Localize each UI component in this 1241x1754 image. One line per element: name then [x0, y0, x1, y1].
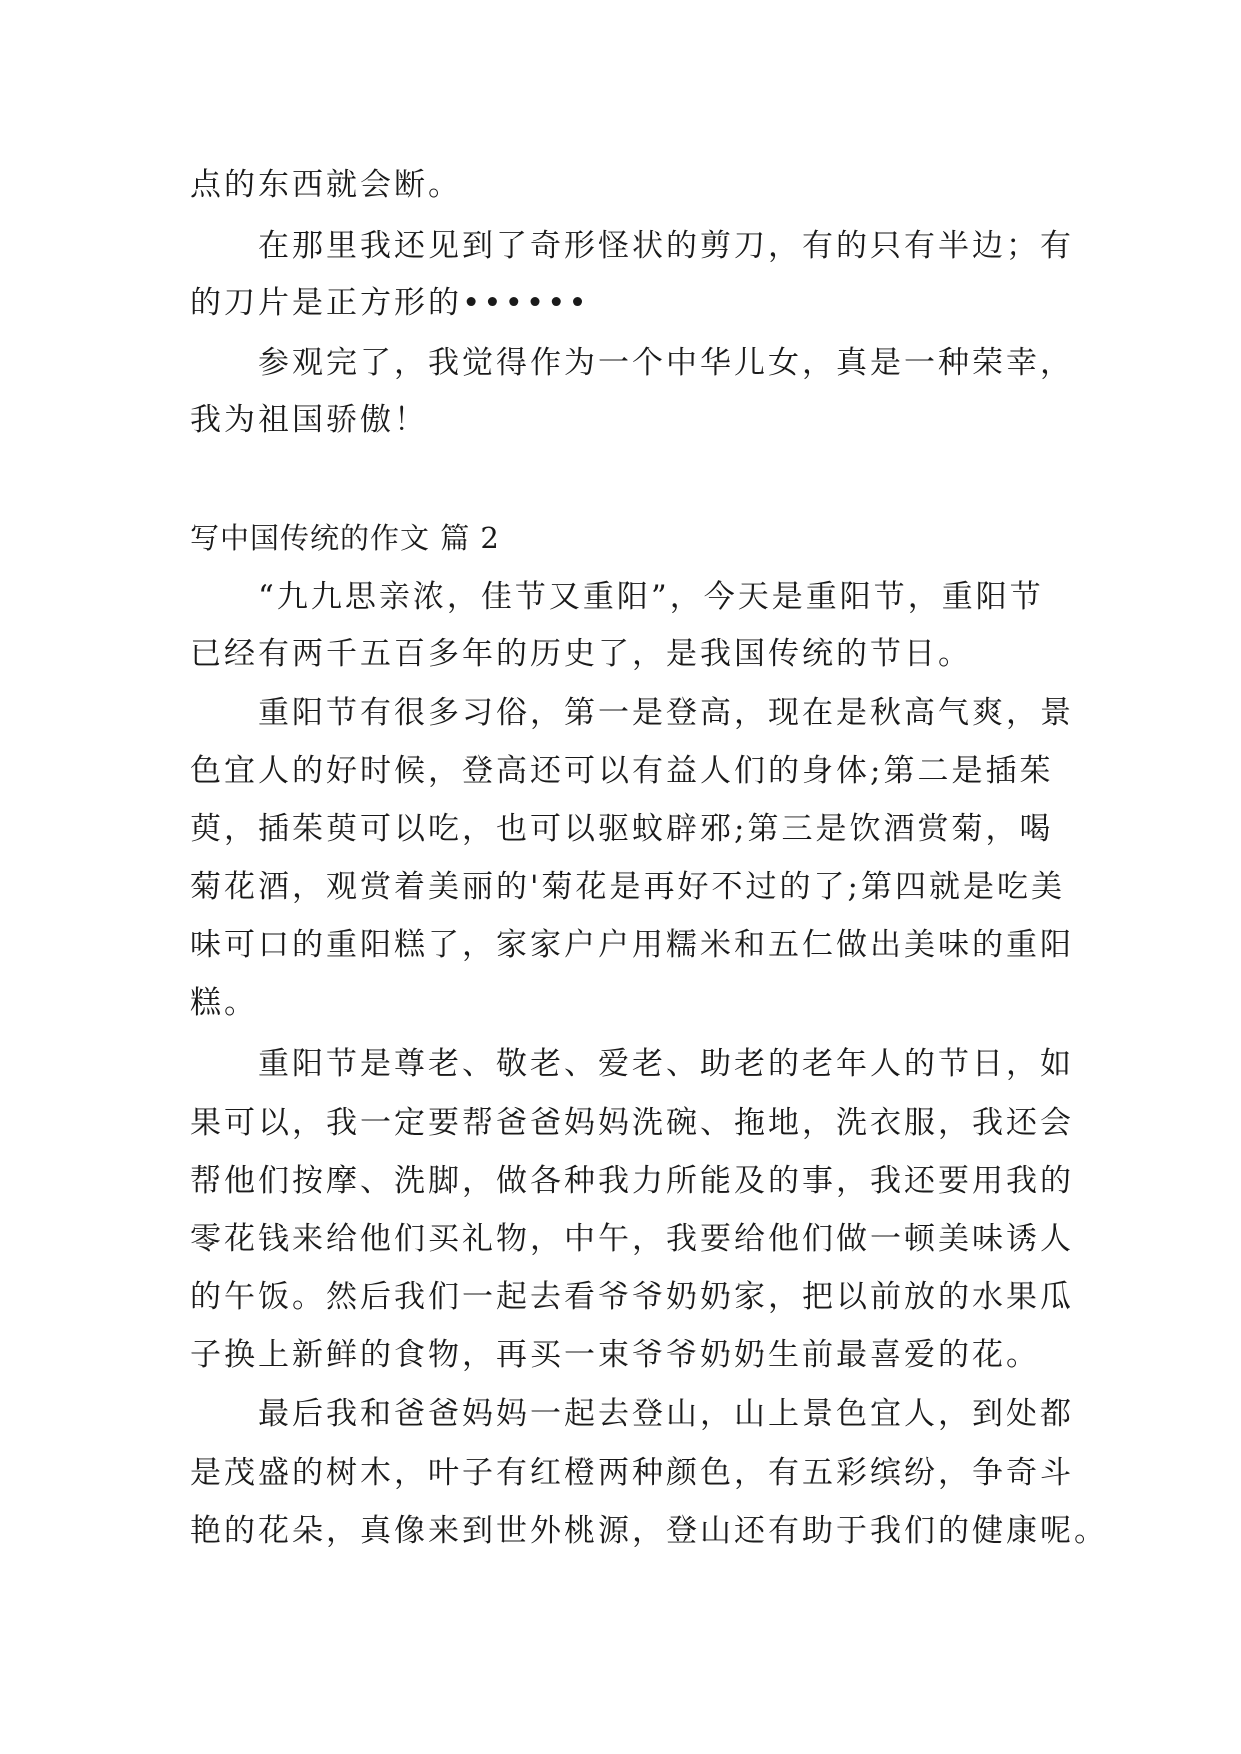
text-line: 在那里我还见到了奇形怪状的剪刀，有的只有半边；有	[258, 228, 1074, 264]
text-line: 果可以，我一定要帮爸爸妈妈洗碗、拖地，洗衣服，我还会	[190, 1105, 1074, 1141]
text-line: 点的东西就会断。	[190, 167, 462, 203]
text-line: 是茂盛的树木，叶子有红橙两种颜色，有五彩缤纷，争奇斗	[190, 1455, 1074, 1491]
text-line: 味可口的重阳糕了，家家户户用糯米和五仁做出美味的重阳	[190, 927, 1074, 963]
text-line: 子换上新鲜的食物，再买一束爷爷奶奶生前最喜爱的花。	[190, 1337, 1040, 1373]
text-line: “九九思亲浓，佳节又重阳”，今天是重阳节，重阳节	[258, 579, 1044, 615]
text-line: 萸，插茱萸可以吃，也可以驱蚊辟邪;第三是饮酒赏菊，喝	[190, 811, 1054, 847]
text-line: 最后我和爸爸妈妈一起去登山，山上景色宜人，到处都	[258, 1396, 1074, 1432]
text-line: 菊花酒，观赏着美丽的'菊花是再好不过的了;第四就是吃美	[190, 869, 1065, 905]
text-line: 糕。	[190, 985, 258, 1021]
text-line: 我为祖国骄傲！	[190, 402, 428, 438]
text-line: 艳的花朵，真像来到世外桃源，登山还有助于我们的健康呢。	[190, 1513, 1108, 1549]
text-line: 零花钱来给他们买礼物，中午，我要给他们做一顿美味诱人	[190, 1221, 1074, 1257]
text-line: 的午饭。然后我们一起去看爷爷奶奶家，把以前放的水果瓜	[190, 1279, 1074, 1315]
text-line: 帮他们按摩、洗脚，做各种我力所能及的事，我还要用我的	[190, 1163, 1074, 1199]
text-line: 参观完了，我觉得作为一个中华儿女，真是一种荣幸，	[258, 345, 1074, 381]
text-line: 重阳节是尊老、敬老、爱老、助老的老年人的节日，如	[258, 1046, 1074, 1082]
text-line: 色宜人的好时候，登高还可以有益人们的身体;第二是插茱	[190, 753, 1054, 789]
section-heading: 写中国传统的作文 篇 2	[190, 521, 500, 555]
text-line: 重阳节有很多习俗，第一是登高，现在是秋高气爽，景	[258, 695, 1074, 731]
text-line: 的刀片是正方形的••••••	[190, 285, 590, 321]
text-line: 已经有两千五百多年的历史了，是我国传统的节日。	[190, 636, 972, 672]
